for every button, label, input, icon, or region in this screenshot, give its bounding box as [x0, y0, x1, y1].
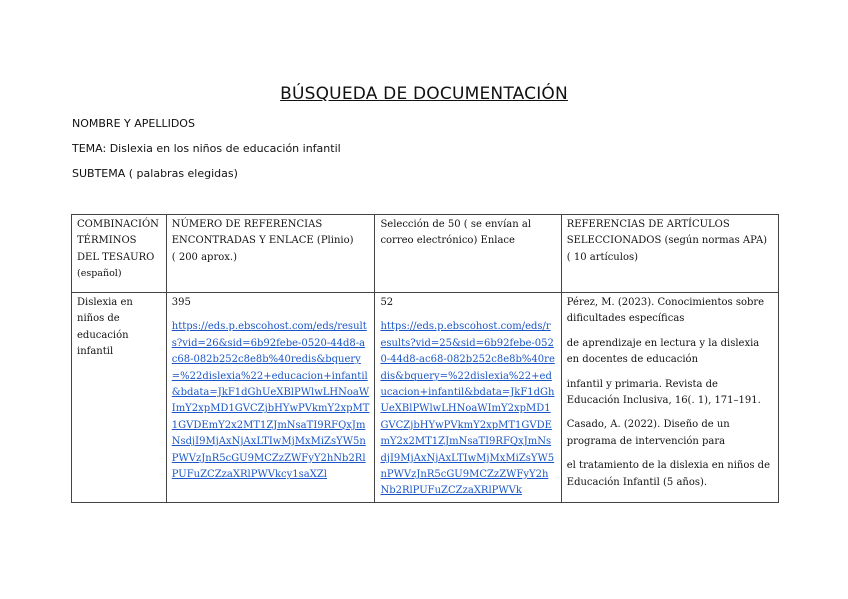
- nombre-label: NOMBRE Y APELLIDOS: [72, 117, 195, 130]
- header-referencias: [166, 215, 375, 293]
- cell-articulos: [561, 293, 778, 503]
- cell-referencias: [166, 293, 375, 503]
- page-title: BÚSQUEDA DE DOCUMENTACIÓN: [280, 84, 568, 104]
- header-seleccion: [375, 215, 561, 293]
- subtema-line: SUBTEMA ( palabras elegidas): [72, 167, 238, 180]
- cell-seleccion: [375, 293, 561, 503]
- header-terminos: [72, 215, 167, 293]
- ref1-part1: Pérez, M. (2023). Conocimientos sobre dificultades específicas: [566, 297, 765, 325]
- header-terminos-lang: (español): [77, 268, 122, 280]
- ref2-part1: Casado, A. (2022). Diseño de un programa de intervención para: [566, 419, 730, 447]
- documentation-table: [71, 214, 779, 503]
- header-terminos-label: COMBINACIÓN TÉRMINOS DEL TESAURO: [77, 219, 159, 263]
- ref1-part3: infantil y primaria. Revista de Educación Inclusiva, 16(. 1), 171–191.: [566, 378, 761, 407]
- link-total[interactable]: https://eds.p.ebscohost.com/eds/results?vid=26&sid=6b92febe-0520-44d8-ac68-082b252c8e8b%40redis&bquery=%22dislexia%22+educacion+infantil&bdata=JkF1dGhUeXBlPWlwLHNoaWImY2xpMD1GVCZjbHYwPVkmY2xpMT1GVDEmY2x2MT1ZJmNsaTI9RFQxJmNsdjI9MjAxNjAxLTIwMjMxMiZsYW5nPWVzJnR5cGU9MCZzZWFyY2hNb2RlPUFuZCZzaXRlPWVkcy1saXZl: [171, 321, 370, 481]
- count-selected: 52: [380, 297, 394, 308]
- header-articulos: [561, 215, 778, 293]
- cell-termino: [72, 293, 167, 503]
- header-referencias-approx: ( 200 aprox.): [171, 251, 237, 263]
- table-row: [72, 293, 779, 503]
- count-total: 395: [171, 297, 191, 308]
- tema-line: TEMA: Dislexia en los niños de educación infantil: [72, 142, 341, 155]
- termino-text: Dislexia en niños de educación infantil: [77, 297, 133, 358]
- ref1-part2: de aprendizaje en lectura y la dislexia en docentes de educación: [566, 337, 760, 366]
- header-seleccion-label: Selección de 50 ( se envían al correo electrónico) Enlace: [380, 219, 532, 247]
- header-articulos-count: ( 10 artículos): [566, 251, 639, 263]
- table-header-row: [72, 215, 779, 293]
- link-selected[interactable]: https://eds.p.ebscohost.com/eds/results?vid=25&sid=6b92febe-0520-44d8-ac68-082b252c8e8b%40redis&bquery=%22dislexia%22+educacion+infantil&bdata=JkF1dGhUeXBlPWlwLHNoaWImY2xpMD1GVCZjbHYwPVkmY2xpMT1GVDEmY2x2MT1ZJmNsaTI9RFQxJmNsdjI9MjAxNjAxLTIwMjMxMiZsYW5nPWVzJnR5cGU9MCZzZWFyY2hNb2RlPUFuZCZzaXRlPWVk: [380, 321, 555, 497]
- header-articulos-label: REFERENCIAS DE ARTÍCULOS SELECCIONADOS (según normas APA): [566, 219, 768, 247]
- header-referencias-label: NÚMERO DE REFERENCIAS ENCONTRADAS Y ENLACE (Plinio): [171, 219, 354, 247]
- ref2-part2: el tratamiento de la dislexia en niños de Educación Infantil (5 años).: [566, 460, 770, 488]
